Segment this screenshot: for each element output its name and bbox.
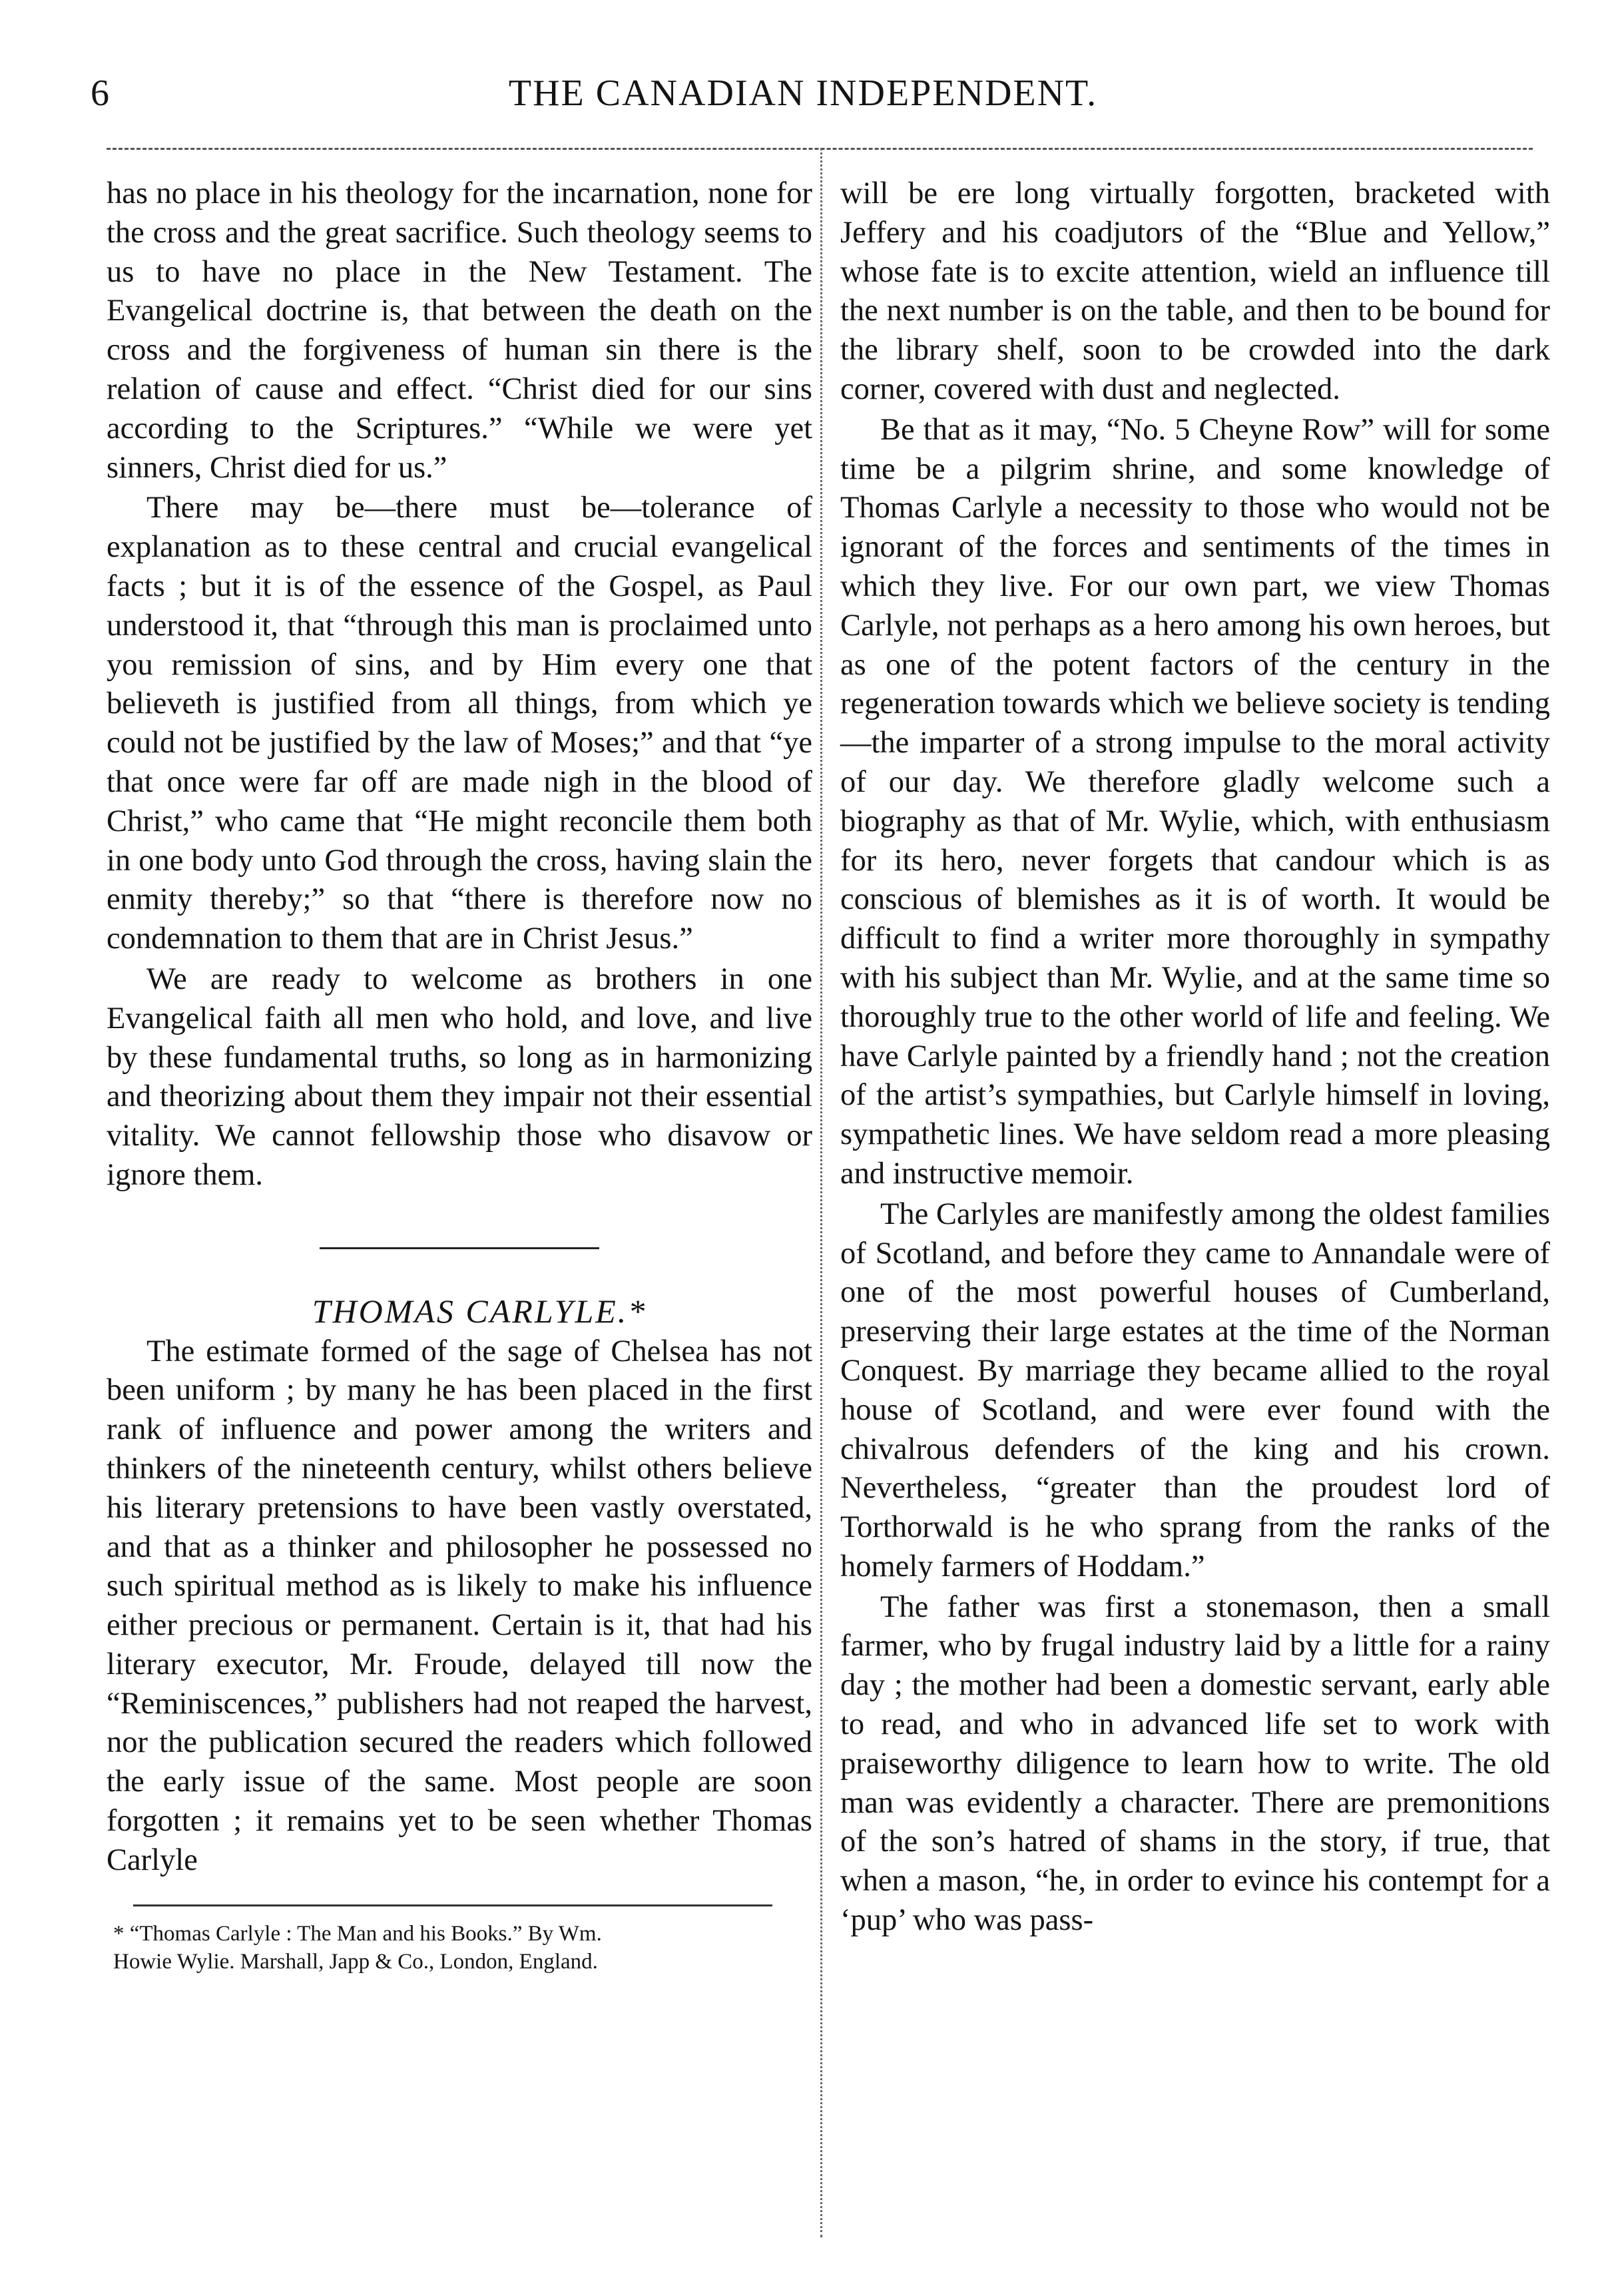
right-paragraph-2: Be that as it may, “No. 5 Cheyne Row” will for some time be a pilgrim shrine, and some knowledge of Thomas Carlyle a necessity to those who would not be ignorant of the forces and sentiments of the times in which they live. For our own part, we view Thomas Carlyle, not perhaps as a hero among his own heroes, but as one of the potent factors of the century in the regeneration towards which we believe society is tending—the imparter of a strong impulse to the moral activity of our day. We therefore gladly welcome such a biography as that of Mr. Wylie, which, with enthusiasm for its hero, never forgets that candour which is as conscious of blemishes as it is of worth. It would be difficult to find a writer more thoroughly in sympathy with his subject than Mr. Wylie, and at the same time so thoroughly true to the other world of life and feeling. We have Carlyle painted by a friendly hand ; not the creation of the artist’s sympathies, but Carlyle himself in loving, sympathetic lines. We have seldom read a more pleasing and instructive memoir.	[840, 412, 1550, 1191]
left-paragraph-2: There may be—there must be—tolerance of explanation as to these central and crucial evangelical facts ; but it is of the essence of the Gospel, as Paul understood it, that “through this man is proclaimed unto you remission of sins, and by Him every one that believeth is justified from all things, from which ye could not be justified by the law of Moses;” and that “ye that once were far off are made nigh in the blood of Christ,” who came that “He might reconcile them both in one body unto God through the cross, having slain the enmity thereby;” so that “there is therefore now no condemnation to them that are in Christ Jesus.”	[107, 491, 812, 956]
right-paragraph-1: will be ere long virtually forgotten, bracketed with Jeffery and his coadjutors of the “Blue and Yellow,” whose fate is to excite attention, wield an influence till the next number is on the table, and then to be bound for the library shelf, soon to be crowded into the dark corner, covered with dust and neglected.	[840, 176, 1550, 406]
section-divider-rule	[320, 1247, 599, 1249]
footnote-rule	[133, 1904, 772, 1906]
right-paragraph-4: The father was first a stonemason, then a small farmer, who by frugal industry laid by a little for a rainy day ; the mother had been a domestic servant, early able to read, and who in advanced life set to work with praiseworthy diligence to learn how to write. The old man was evidently a character. There are premonitions of the son’s hatred of shams in the story, if true, that when a mason, “he, in order to evince his contempt for a ‘pup’ who was pass-	[840, 1589, 1550, 1938]
right-column	[840, 174, 1550, 1940]
running-head: THE CANADIAN INDEPENDENT.	[508, 73, 1098, 114]
left-paragraph-1: has no place in his theology for the incarnation, none for the cross and the great sacrifice. Such theology seems to us to have no place in the New Testament. The Evangelical doctrine is, that between the death on the cross and the forgiveness of human sin there is the relation of cause and effect. “Christ died for our sins according to the Scriptures.” “While we were yet sinners, Christ died for us.”	[107, 176, 812, 485]
left-paragraph-4: The estimate formed of the sage of Chelsea has not been uniform ; by many he has been placed in the first rank of influence and power among the writers and thinkers of the nineteenth century, whilst others believe his literary pretensions to have been vastly overstated, and that as a thinker and philosopher he possessed no such spiritual method as is likely to make his influence either precious or permanent. Certain is it, that had his literary executor, Mr. Froude, delayed till now the “Reminiscences,” publishers had not reaped the harvest, nor the publication secured the readers which followed the early issue of the same. Most people are soon forgotten ; it remains yet to be seen whether Thomas Carlyle	[107, 1334, 812, 1877]
header-rule	[107, 148, 1533, 150]
left-column	[107, 174, 812, 1976]
page-number: 6	[91, 73, 109, 114]
footnote	[113, 1920, 812, 1976]
footnote-line-2: Howie Wylie. Marshall, Japp & Co., London, England.	[113, 1949, 598, 1974]
left-paragraph-3: We are ready to welcome as brothers in one Evangelical faith all men who hold, and love, and live by these fundamental truths, so long as in harmonizing and theorizing about them they impair not their essential vitality. We cannot fellowship those who disavow or ignore them.	[107, 962, 812, 1192]
section-title: THOMAS CARLYLE.*	[312, 1292, 647, 1330]
column-divider	[820, 148, 822, 2237]
footnote-line-1: * “Thomas Carlyle : The Man and his Books.” By Wm.	[113, 1921, 602, 1946]
right-paragraph-3: The Carlyles are manifestly among the oldest families of Scotland, and before they came to Annandale were of one of the most powerful houses of Cumberland, preserving their large estates at the time of the Norman Conquest. By marriage they became allied to the royal house of Scotland, and were ever found with the chivalrous defenders of the king and his crown. Nevertheless, “greater than the proudest lord of Torthorwald is he who sprang from the ranks of the homely farmers of Hoddam.”	[840, 1197, 1550, 1583]
